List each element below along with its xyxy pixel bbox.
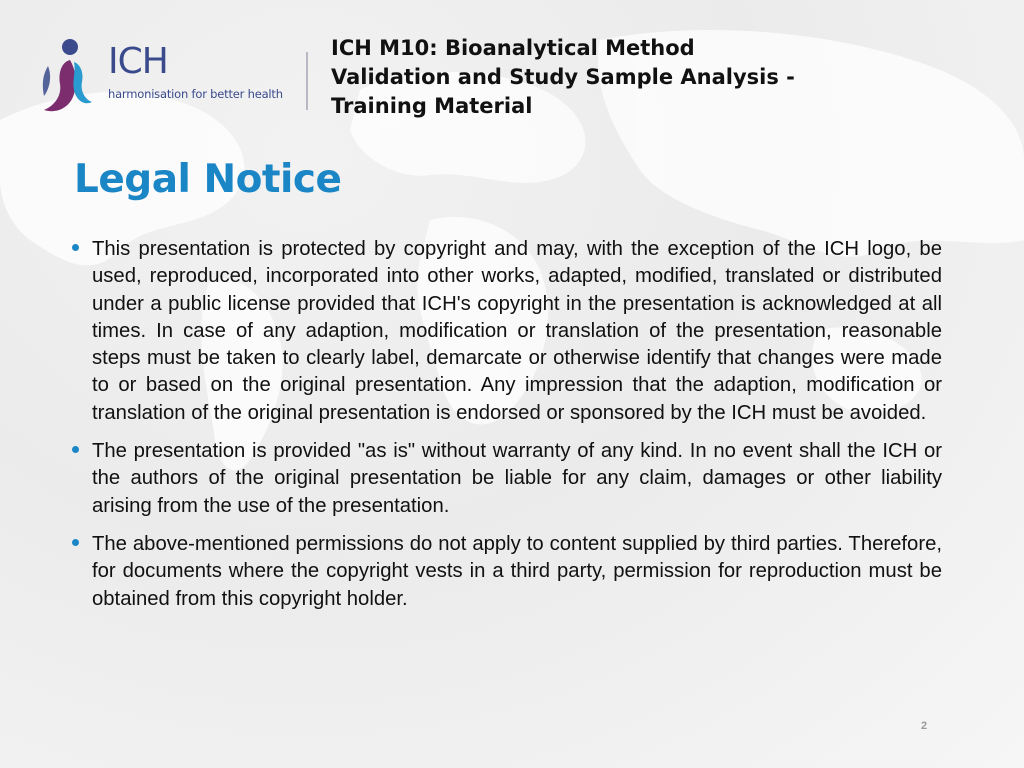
bullet-text: The above-mentioned permissions do not apply to content supplied by third parties. Therefore, for documents where the copyright vests in a third party, permission for reproduction must be obtained from this copyright holder. xyxy=(92,532,942,610)
slide-title: Legal Notice xyxy=(74,157,342,202)
bullet-icon xyxy=(72,446,79,453)
bullet-icon xyxy=(72,244,79,251)
logo-wordmark: ICH xyxy=(108,41,168,82)
header-divider xyxy=(306,52,308,110)
ich-figure-icon xyxy=(40,36,106,118)
bullet-icon xyxy=(72,539,79,546)
presentation-title: ICH M10: Bioanalytical Method Validation and Study Sample Analysis - Training Material xyxy=(331,36,795,118)
bullet-item xyxy=(68,236,942,427)
bullet-item xyxy=(68,438,942,520)
bullet-text: This presentation is protected by copyright and may, with the exception of the ICH logo, be used, reproduced, incorporated into other works, adapted, modified, translated or distributed under a public license provided that ICH's copyright in the presentation is acknowledged at all times. In case of any adaption, modification or translation of the presentation, reasonable steps must be taken to clearly label, demarcate or otherwise identify that changes were made to or based on the original presentation. Any impression that the adaption, modification or translation of the original presentation is endorsed or sponsored by the ICH must be avoided. xyxy=(92,238,942,424)
bullet-text: The presentation is provided "as is" without warranty of any kind. In no event shall the ICH or the authors of the original presentation be liable for any claim, damages or other liability arising from the use of the presentation. xyxy=(92,440,942,517)
logo-tagline: harmonisation for better health xyxy=(108,87,283,101)
bullet-list xyxy=(68,236,942,624)
bullet-item xyxy=(68,531,942,613)
ich-logo xyxy=(40,36,283,120)
page-number: 2 xyxy=(920,720,928,732)
